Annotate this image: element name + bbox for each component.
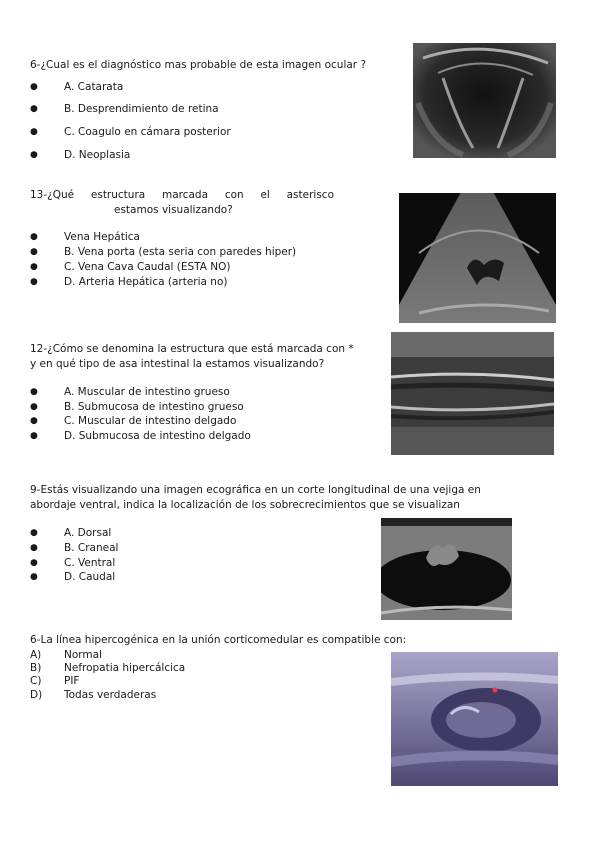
question-3-text-line1: 12-¿Cómo se denomina la estructura que está marcada con * [30,343,354,355]
bullet-icon: ● [30,150,38,160]
bullet-icon: ● [30,402,38,412]
bullet-icon: ● [30,416,38,426]
bullet-icon: ● [30,543,38,553]
question-1-text: 6-¿Cual es el diagnóstico mas probable de esta imagen ocular ? [30,59,367,71]
bullet-icon: ● [30,558,38,568]
question-4-text-line2: abordaje ventral, indica la localización de los sobrecrecimientos que se visualizan [30,499,460,511]
bladder-ultrasound-image [381,518,512,620]
bullet-icon: ● [30,247,38,257]
ocular-ultrasound-image [413,43,556,158]
intestine-ultrasound-image [391,332,554,455]
question-2-text-line2: estamos visualizando? [114,204,233,216]
bullet-icon: ● [30,82,38,92]
question-3-text-line2: y en qué tipo de asa intestinal la estamos visualizando? [30,358,325,370]
bullet-icon: ● [30,232,38,242]
question-5-text: 6-La línea hipercogénica en la unión corticomedular es compatible con: [30,634,407,646]
question-2-text-line1: 13-¿Qué estructura marcada con el asterisco [30,189,334,201]
bullet-icon: ● [30,104,38,114]
liver-ultrasound-image [399,193,556,323]
bullet-icon: ● [30,387,38,397]
bullet-icon: ● [30,262,38,272]
bullet-icon: ● [30,431,38,441]
bullet-icon: ● [30,572,38,582]
kidney-ultrasound-image [391,652,558,786]
bullet-icon: ● [30,528,38,538]
question-4-text-line1: 9-Estás visualizando una imagen ecográfica en un corte longitudinal de una vejiga en [30,484,481,496]
bullet-icon: ● [30,127,38,137]
bullet-icon: ● [30,277,38,287]
